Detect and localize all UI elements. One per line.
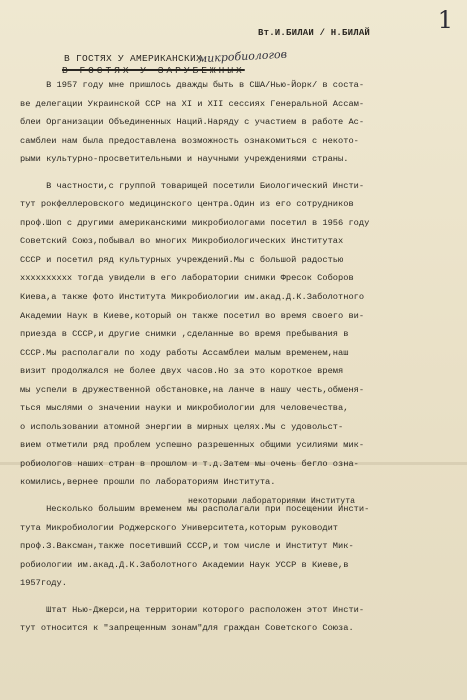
text-line: Штат Нью-Джерси,на территории которого расположен этот Инсти- [20,604,365,615]
text-line: самблеи нам была предоставлена возможность ознакомиться с некото- [20,135,359,146]
text-line: блеи Организации Объединенных Наций.Наряду с участием в работе Ас- [20,117,365,128]
text-line: проф.Шоп с другими американскими микробиологами посетил в 1956 году [20,217,370,228]
text-line: тут рокфеллеровского медицинского центра.Один из его сотрудников [20,199,354,210]
text-line: В частности,с группой товарищей посетили Биологический Инсти- [20,180,365,191]
text-line: проф.З.Ваксман,также посетивший СССР,и том числе и Институт Мик- [20,541,354,552]
text-line: Киева,а также фото Института Микробиологии им.акад.Д.К.Заболотного [20,292,365,303]
text-line: Несколько большим временем мы располагали при посещении Инсти- [20,504,370,515]
paragraph-gap [20,593,454,601]
text-line: рыми культурно-просветительными и научными учреждениями страны. [20,154,349,165]
text-line: комились,вернее прошли по лабораториям Института. [20,477,276,488]
text-line: о использовании атомной энергии в мирных целях.Мы с удовольст- [20,421,344,432]
text-line: робиологии им.акад.Д.К.Заболотного Академии Наук УССР в Киеве,в [20,559,349,570]
text-line: xxxxxxxxxx тогда увидели в его лаборатории снимки Фресок Соборов [20,273,354,284]
text-line: робиологов наших стран в прошлом и т.д.Затем мы очень бегло озна- [20,458,359,469]
title-line-1: В ГОСТЯХ У АМЕРИКАНСКИХ [64,53,203,64]
text-line: 1957году. [20,578,67,589]
text-line: СССР.Мы располагали по ходу работы Ассамблеи малым временем,наш [20,347,349,358]
text-line: В 1957 году мне пришлось дважды быть в США/Нью-Йорк/ в соста- [20,80,365,90]
text-line: Советский Союз,побывал во многих Микробиологических Институтах [20,236,344,247]
handwritten-correction: микробиологов [197,47,288,66]
text-line: ться мыслями о значении науки и микробиологии для человечества, [20,403,349,414]
paragraph-gap [20,169,454,177]
text-line: тута Микробиологии Роджерского Университета,которым руководит [20,522,339,533]
interlinear-insert: некоторыми лабораториями Института [188,497,356,506]
text-line: мы успели в дружественной обстановке,на ланче в нашу честь,обменя- [20,384,365,395]
text-line: визит продолжался не более двух часов.Но за это короткое время [20,366,344,377]
text-line: СССР и посетил ряд культурных учреждений.Мы с большой радостью [20,254,344,265]
body-text [20,76,454,638]
page-number: 1 [437,6,453,34]
author-line: Вт.И.БИЛАИ / Н.БИЛАЙ [258,28,371,38]
text-line: тут относится к "запрещенным зонам"для граждан Советского Союза. [20,623,354,634]
text-line: приезда в СССР,и другие снимки ,сделанные во время пребывания в [20,329,349,340]
text-line: вием отметили ряд проблем успешно разрешенных общими усилиями мик- [20,440,365,451]
title-line-2: В ГОСТЯХ У ЗАРУБЕЖНЫХ [62,65,245,76]
text-line: Академии Наук в Киеве,который он также посетил во время своего ви- [20,310,365,321]
text-line: ве делегации Украинской ССР на XI и XII сессиях Генеральной Ассам- [20,98,365,109]
